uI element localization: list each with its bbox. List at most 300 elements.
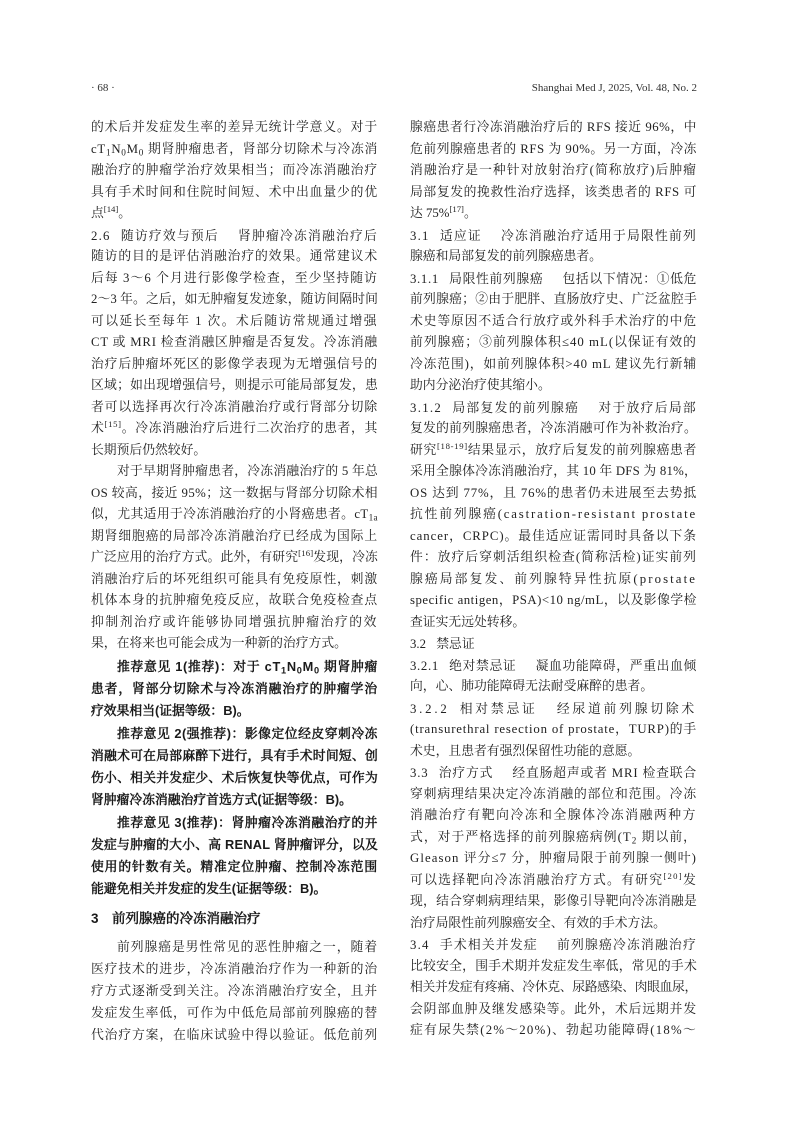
text-line [410,311,697,333]
line-text [91,770,378,785]
text-run: 机体本身的抗肿瘤免疫反应，故联合免疫检查点 [91,593,378,607]
text-run: 期以前， [637,829,698,844]
text-run: 具有手术时间和住院时间短、术中出血量少的优 [91,184,378,199]
text-run: 助内分泌治疗使其缩小。 [410,378,551,392]
line-text [410,421,697,435]
text-run: 3.1.1 [410,271,439,286]
text-run: 消融治疗是一种针对放射治疗(简称放疗)后肿瘤 [410,163,697,177]
line-text [410,851,697,865]
line-text [410,163,697,177]
text-run: 结果显示，放疗后复发的前列腺癌患者 [467,442,698,457]
line-text [91,335,378,349]
section-3-1-2-recurrent [410,397,697,634]
text-run: 腺癌局部复发、前列腺特异性抗原(prostate [410,571,697,586]
section-heading-title: 禁忌证 [436,636,475,651]
text-run: (transurethral resection of prostate，TURP)的手 [410,722,697,736]
text-run: 疗效果相当(证据等级：B)。 [91,702,250,718]
section-heading-title: 手术相关并发症 [439,937,538,952]
text-run: N [111,141,122,156]
line-text [91,142,378,156]
text-run: 3.2.1 [410,658,439,673]
text-run: 现，结合穿刺病理结果，影像引导靶向冷冻消融是 [410,894,697,908]
text-line [410,762,697,784]
line-text [410,766,697,780]
line-text [410,744,640,758]
text-line [91,483,378,505]
text-line [91,723,378,745]
text-run: 前列腺癌是男性常见的恶性肿瘤之一，随着 [117,939,378,954]
text-run: 医疗技术的进步，冷冻消融治疗作为一种新的治 [91,961,378,976]
line-text [91,400,378,414]
text-line [410,289,697,311]
line-text [410,229,697,243]
text-run: 消融治疗后的坏死组织可能具有免疫原性，刺激 [91,571,378,586]
text-run: 发症与肿瘤的大小、高 RENAL 肾肿瘤评分，以及 [91,836,378,852]
text-line [410,504,697,526]
text-line [410,483,697,505]
journal-citation: Shanghai Med J, 2025, Vol. 48, No. 2 [531,82,697,94]
recommendation-3 [91,812,378,900]
line-text [410,787,697,801]
line-text [91,486,378,500]
text-run: 危前列腺癌患者的 RFS 为 90%。另一方面，冷冻 [410,141,697,156]
line-text [410,440,698,457]
line-text [410,959,697,973]
line-text [91,962,378,976]
text-line [410,719,697,741]
citation-superscript: [18-19] [436,440,468,451]
line-text [410,593,697,607]
text-line [410,569,697,591]
text-run: 3.3 [410,766,429,780]
line-text [91,748,378,763]
text-line [91,354,378,376]
line-text [91,357,378,371]
text-run: 3.1.2 [410,400,443,415]
text-run: 患者，肾部分切除术与冷冻消融治疗的肿瘤学治 [91,680,378,696]
text-run: 2.6 [91,228,111,243]
text-run: CT 或 MRI 检查消融区肿瘤是否复发。冷冻消融 [91,335,378,349]
text-line [410,698,697,720]
text-run: 融治疗的肿瘤学治疗效果相当；而冷冻消融治疗 [91,163,378,177]
text-line [410,590,697,612]
text-line [91,332,378,354]
line-text [410,980,697,994]
line-text [410,938,697,952]
text-run: OS 较高，接近 95%；这一数据与肾部分切除术相 [91,485,378,500]
text-run: 疗方式逐渐受到关注。冷冻消融治疗安全，且并 [91,983,378,998]
text-line [410,848,697,870]
line-text [410,550,697,564]
text-run: 经尿道前列腺切除术 [556,701,698,716]
text-line [410,461,697,483]
text-run: 前列腺癌；③前列腺体积≤40 mL(以保证有效的 [410,335,697,349]
line-text [91,681,378,696]
text-line [410,418,697,440]
text-run: cT [91,141,106,156]
line-text [410,659,697,673]
line-text [91,636,347,650]
text-run: 代治疗方案，在临床试验中得以验证。低危前列 [91,1027,378,1042]
line-text [410,679,653,693]
line-text [410,249,602,263]
line-text [91,550,378,564]
line-text [410,142,697,156]
text-run: 复发的前列腺癌患者，冷冻消融可作为补救治疗。 [410,421,697,435]
citation-superscript: [20] [663,870,683,881]
text-run: 治疗后肿瘤坏死区的影像学表现为无增强信号的 [91,356,378,371]
section-3-3-treatment [410,762,697,934]
subscript: 1 [281,665,287,676]
section-heading-title: 相对禁忌证 [459,700,538,716]
text-line [410,547,697,569]
text-line [410,203,697,225]
line-text [410,808,697,822]
line-text [117,726,378,741]
text-line [410,891,697,913]
text-run: 果，在将来也可能会成为一种新的治疗方式。 [91,636,347,650]
line-text [91,443,206,457]
line-text [410,1023,697,1037]
line-text [410,206,477,220]
text-run: 冷冻消融治疗适用于局限性前列 [501,228,698,243]
section-3-heading [91,908,378,930]
line-text [91,507,378,521]
line-text [91,837,378,852]
text-line [91,569,378,591]
subscript: 1 [105,147,112,158]
text-line [91,182,378,204]
text-run: 对于放疗后局部 [598,400,697,415]
text-run: 研究 [410,442,437,457]
text-run: 比较安全，围手术期并发症发生率低，常见的手术 [410,958,697,973]
subscript: 2 [631,835,638,846]
text-run: 会阴部血肿及继发感染等。此外，术后远期并发 [410,1001,697,1016]
continued-paragraph [91,117,378,225]
text-run: 消融治疗有靶向冷冻和全腺体冷冻消融两种方 [410,808,697,822]
text-run: 使用的针数有关。精准定位肿瘤、控制冷冻范围 [91,858,378,874]
text-run: 肾肿瘤冷冻消融治疗后 [238,228,379,243]
text-run: 点 [91,206,104,220]
text-line [91,1024,378,1046]
text-run: N [286,658,297,674]
line-text [410,830,697,844]
text-run: 长期预后仍然较好。 [91,442,207,457]
text-run: 治疗局限性前列腺癌安全、有效的手术方法。 [410,915,666,930]
line-text [91,615,378,629]
text-run: 肾肿瘤冷冻消融治疗首选方式(证据等级：B)。 [91,791,352,807]
citation-superscript: [16] [298,548,314,559]
section-3-2-2-relative [410,698,697,763]
section-2-6-followup-paragraph [91,225,378,462]
text-line [91,418,378,440]
text-line [91,268,378,290]
text-run: 的术后并发症发生率的差异无统计学意义。对于 [91,120,378,134]
text-line [91,908,378,930]
line-text [91,881,326,896]
line-text [91,120,378,134]
line-text [91,314,378,328]
section-3-2-1-absolute [410,655,697,698]
text-run: 期肾细胞癌的局部冷冻消融治疗已经成为国际上 [91,528,378,543]
text-line [410,676,697,698]
text-run: M [126,141,139,156]
text-run: 发症发生率低，可作为中低危局部前列腺癌的替 [91,1005,378,1020]
line-text [410,401,697,415]
text-run: 似，尤其适用于冷冻消融治疗的小肾癌患者。cT [91,507,369,521]
subscript: 0 [138,147,145,158]
line-text [91,911,261,926]
text-line [91,504,378,526]
text-run: M [302,658,314,674]
line-text [410,378,551,392]
text-line [410,633,697,655]
line-text [410,272,697,286]
line-text [91,378,378,392]
text-line [410,397,697,419]
text-run: 腺癌和局部复发的前列腺癌患者。 [410,249,602,263]
section-heading-title: 局限性前列腺癌 [449,270,544,286]
text-line [91,1002,378,1024]
line-text [410,637,494,651]
text-line [410,182,697,204]
text-run: cancer，CRPC)。最佳适应证需同时具备以下条 [410,528,697,543]
text-run: 术史等原因不适合行放疗或外科手术治疗的中危 [410,313,697,328]
text-run: 3.4 [410,938,430,952]
text-line [91,440,378,462]
recommendation-2 [91,723,378,811]
section-3-4-complications [410,934,697,1042]
text-run: 可以延长至每年 1 次。术后随访常规通过增强 [91,313,378,328]
text-line [91,590,378,612]
line-text [91,792,352,807]
line-text [91,229,378,243]
text-line [91,936,378,958]
text-line [91,203,378,225]
right-column [410,117,697,1042]
text-run: 查证实无远处转移。 [410,614,526,629]
text-line [91,745,378,767]
line-text [410,722,697,736]
line-text [91,1006,378,1020]
text-run: 。 [463,206,477,220]
text-run: 后每 3～6 个月进行影像学检查，至少坚持随访 [91,270,378,285]
text-line [410,805,697,827]
line-text [91,185,378,199]
line-text [410,357,697,371]
text-line [91,461,378,483]
text-line [91,311,378,333]
section-3-1-indications [410,225,697,268]
text-line [91,117,378,139]
text-run: 前列腺癌；②由于肥胖、直肠放疗史、广泛盆腔手 [410,292,697,306]
line-text [91,593,378,607]
body-paragraph [91,461,378,655]
text-run: 3 [91,910,99,926]
line-text [91,984,378,998]
line-text [91,271,378,285]
text-line [410,526,697,548]
text-line [91,397,378,419]
text-run: 局部复发的挽救性治疗选择，该类患者的 RFS 可 [410,184,697,199]
line-text [410,292,697,306]
text-line [91,789,378,811]
text-line [410,268,697,290]
line-text [91,529,378,543]
line-text [91,572,378,586]
left-column [91,117,378,1046]
line-text [91,249,378,263]
text-line [91,767,378,789]
text-line [91,812,378,834]
text-line [410,225,697,247]
text-line [91,289,378,311]
text-line [410,1020,697,1042]
subscript: 0 [313,665,320,676]
text-run: 推荐意见 2(强推荐)：影像定位经皮穿刺冷冻 [117,725,378,741]
text-run: 广泛应用的治疗方式。此外，有研究 [91,550,299,564]
text-run: 3.2 [410,637,426,651]
line-text [410,702,697,716]
text-line [410,956,697,978]
line-text [410,916,666,930]
continued-paragraph [410,117,697,225]
text-line [91,246,378,268]
text-line [91,633,378,655]
recommendation-1 [91,656,378,722]
line-text [410,185,697,199]
text-run: 前列腺癌冷冻消融治疗 [557,938,698,952]
text-run: 症有尿失禁(2%～20%)、勃起功能障碍(18%～ [410,1023,697,1037]
text-line [410,612,697,634]
text-run: 凝血功能障碍，严重出血倾 [535,658,697,673]
text-run: 可以选择靶向冷冻消融治疗方式。有研究 [410,872,664,887]
text-line [410,784,697,806]
text-run: 腺癌患者行冷冻消融治疗后的 RFS 接近 96%，中 [410,120,697,134]
line-text [117,659,378,674]
text-run: 采用全腺体冷冻消融治疗，其 10 年 DFS 为 81%， [410,464,697,478]
text-line [410,139,697,161]
text-run: 能避免相关并发症的发生(证据等级：B)。 [91,880,327,896]
text-run: 对于早期肾肿瘤患者，冷冻消融治疗的 5 年总 [117,464,378,478]
section-heading-title: 适应证 [439,227,482,243]
line-text [91,421,378,435]
line-text [117,940,378,954]
line-text [410,1002,697,1016]
text-line [410,870,697,892]
text-run: 穿刺病理结果决定冷冻消融的部位和范围。冷冻 [410,786,697,801]
text-line [410,827,697,849]
line-text [410,314,697,328]
text-line [410,375,697,397]
citation-superscript: [14] [103,204,119,215]
text-run: OS 达到 77%，且 76%的患者仍未进展至去势抵 [410,485,697,500]
line-text [410,870,698,887]
text-line [410,999,697,1021]
text-line [410,246,697,268]
text-line [91,160,378,182]
line-text [91,292,378,306]
section-3-2-contraindications [410,633,697,655]
section-heading-title: 随访疗效与预后 [120,227,219,243]
citation-superscript: [15] [104,419,122,430]
text-run: Gleason 评分≤7 分，肿瘤局限于前列腺一侧叶) [410,851,697,865]
section-heading-title: 绝对禁忌证 [449,657,517,673]
text-run: 。冷冻消融治疗后进行二次治疗的患者，其 [121,421,379,435]
line-text [91,206,131,220]
subscript: 0 [296,665,303,676]
text-line [91,656,378,678]
text-line [410,117,697,139]
text-line [410,655,697,677]
text-line [91,834,378,856]
text-line [91,139,378,161]
line-text [91,703,250,718]
text-run: 区域；如出现增强信号，则提示可能局部复发，患 [91,378,378,392]
text-run: 术 [91,421,105,435]
text-line [91,678,378,700]
text-run: 2～3 年。之后，如无肿瘤复发迹象，随访间隔时间 [91,292,378,306]
section-heading-title: 局部复发的前列腺癌 [452,399,580,415]
text-run: 抑制剂治疗或许能够协同增强抗肿瘤治疗的效 [91,614,378,629]
page-number: · 68 · [91,82,115,94]
text-run: 。 [118,206,132,220]
text-run: 消融术可在局部麻醉下进行，具有手术时间短、创 [91,747,378,763]
text-run: 伤小、相关并发症少、术后恢复快等优点，可作为 [91,769,378,785]
line-text [117,464,378,478]
line-text [91,163,378,177]
text-run: 推荐意见 3(推荐)：肾肿瘤冷冻消融治疗的并 [117,814,378,830]
line-text [410,615,525,629]
text-line [91,958,378,980]
text-run: 冷冻范围)，如前列腺体积>40 mL 建议先行新辅 [410,356,697,371]
text-run: 推荐意见 1(推荐)：对于 cT [117,658,281,674]
text-run: 达 75% [410,206,450,220]
line-text [410,529,697,543]
text-line [91,700,378,722]
body-paragraph [91,936,378,1046]
text-line [91,225,378,247]
line-text [410,120,697,134]
text-line [91,612,378,634]
text-run: 发现，冷冻 [313,550,379,564]
text-run: 随访的目的是评估消融治疗的效果。通常建议术 [91,249,378,263]
line-text [410,486,697,500]
text-run: 式，对于严格选择的前列腺癌病例(T [410,829,632,844]
text-run: 件：放疗后穿刺活组织检查(简称活检)证实前列 [410,550,697,564]
text-line [410,913,697,935]
text-run: 期肾肿瘤患者，肾部分切除术与冷冻消 [144,141,379,156]
text-line [410,934,697,956]
text-line [410,332,697,354]
subscript: 0 [121,147,127,158]
text-line [91,375,378,397]
section-heading-title: 前列腺癌的冷冻消融治疗 [112,910,261,926]
text-run: 3.1 [410,228,430,243]
line-text [91,1028,378,1042]
text-line [91,526,378,548]
line-text [410,335,697,349]
citation-superscript: [17] [449,204,464,215]
line-text [410,572,697,586]
text-line [410,741,697,763]
line-text [91,859,378,874]
text-run: 期肾肿瘤 [319,658,379,674]
text-line [91,980,378,1002]
section-heading-title: 治疗方式 [438,765,494,780]
line-text [410,464,697,478]
line-text [117,815,378,830]
